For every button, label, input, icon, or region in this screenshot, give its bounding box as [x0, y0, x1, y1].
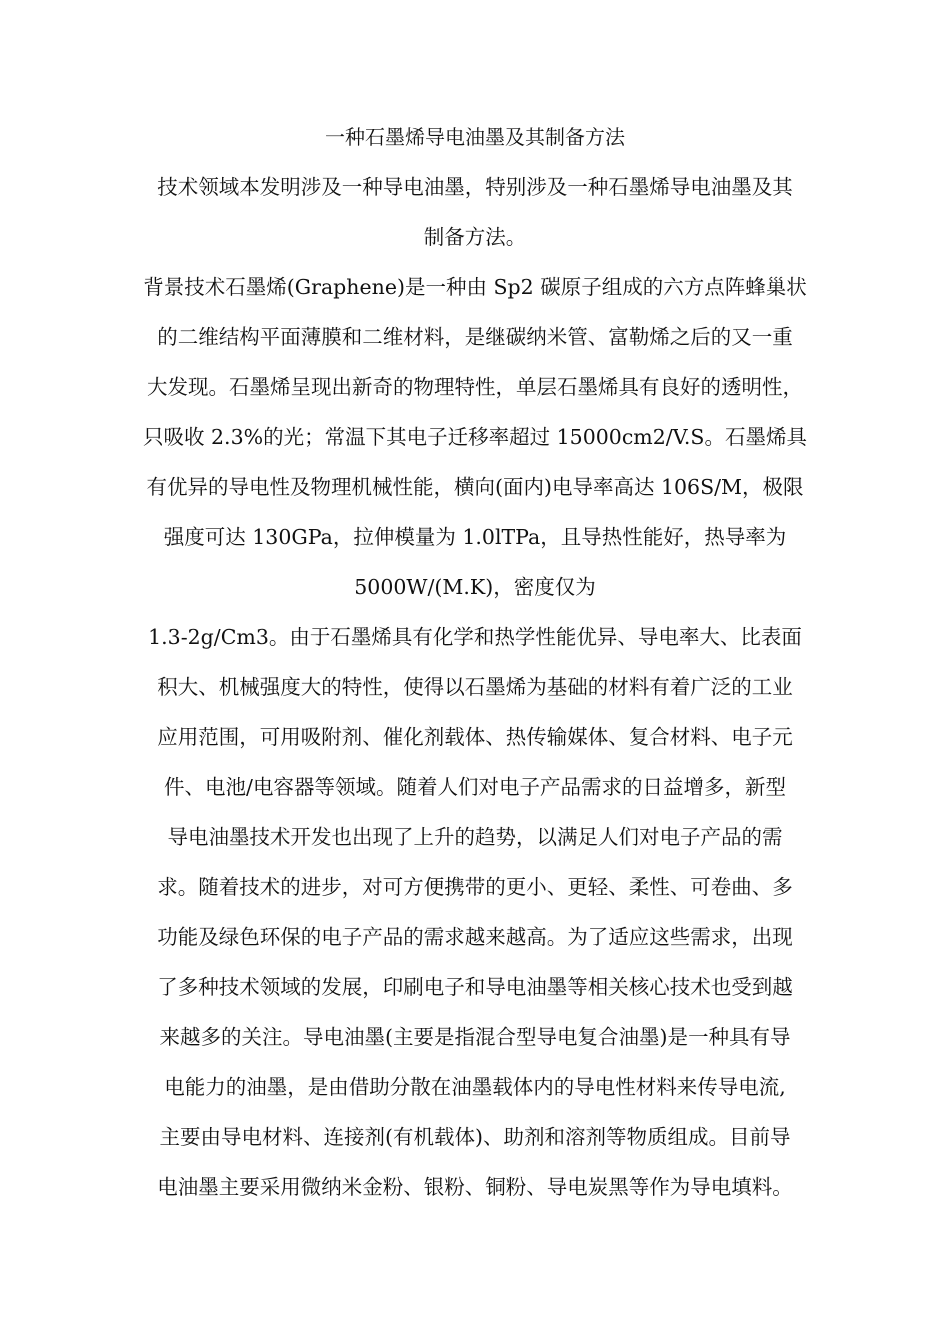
- body-line-12: 应用范围，可用吸附剂、催化剂载体、热传输媒体、复合材料、电子元: [157, 725, 793, 749]
- body-line-1: 技术领域本发明涉及一种导电油墨，特别涉及一种石墨烯导电油墨及其: [157, 175, 793, 199]
- body-line-19: 电能力的油墨，是由借助分散在油墨载体内的导电性材料来传导电流,: [164, 1075, 786, 1099]
- body-line-9: 5000W/(M.K)，密度仅为: [354, 575, 596, 599]
- body-line-2: 制备方法。: [423, 225, 527, 249]
- body-line-3: 背景技术石墨烯(Graphene)是一种由 Sp2 碳原子组成的六方点阵蜂巢状: [143, 275, 807, 299]
- body-line-11: 积大、机械强度大的特性，使得以石墨烯为基础的材料有着广泛的工业: [157, 675, 793, 699]
- body-line-8: 强度可达 130GPa，拉伸模量为 1.0lTPa，且导热性能好，热导率为: [163, 525, 787, 549]
- body-line-16: 功能及绿色环保的电子产品的需求越来越高。为了适应这些需求，出现: [157, 925, 793, 949]
- body-line-17: 了多种技术领域的发展，印刷电子和导电油墨等相关核心技术也受到越: [157, 975, 793, 999]
- body-line-18: 来越多的关注。导电油墨(主要是指混合型导电复合油墨)是一种具有导: [159, 1025, 791, 1049]
- body-line-6: 只吸收 2.3%的光；常温下其电子迁移率超过 15000cm2/V.S。石墨烯具: [143, 425, 807, 449]
- body-line-13: 件、电池/电容器等领域。随着人们对电子产品需求的日益增多，新型: [164, 775, 786, 799]
- body-line-10: 1.3-2g/Cm3。由于石墨烯具有化学和热学性能优异、导电率大、比表面: [148, 625, 802, 649]
- body-line-5: 大发现。石墨烯呈现出新奇的物理特性，单层石墨烯具有良好的透明性，: [147, 375, 803, 399]
- document-title: 一种石墨烯导电油墨及其制备方法: [325, 125, 625, 149]
- body-line-4: 的二维结构平面薄膜和二维材料，是继碳纳米管、富勒烯之后的又一重: [157, 325, 793, 349]
- body-line-21: 电油墨主要采用微纳米金粉、银粉、铜粉、导电炭黑等作为导电填料。: [157, 1175, 793, 1199]
- body-line-14: 导电油墨技术开发也出现了上升的趋势，以满足人们对电子产品的需: [167, 825, 783, 849]
- body-line-15: 求。随着技术的进步，对可方便携带的更小、更轻、柔性、可卷曲、多: [157, 875, 793, 899]
- body-line-20: 主要由导电材料、连接剂(有机载体)、助剂和溶剂等物质组成。目前导: [159, 1125, 791, 1149]
- body-line-7: 有优异的导电性及物理机械性能，横向(面内)电导率高达 106S/M，极限: [146, 475, 804, 499]
